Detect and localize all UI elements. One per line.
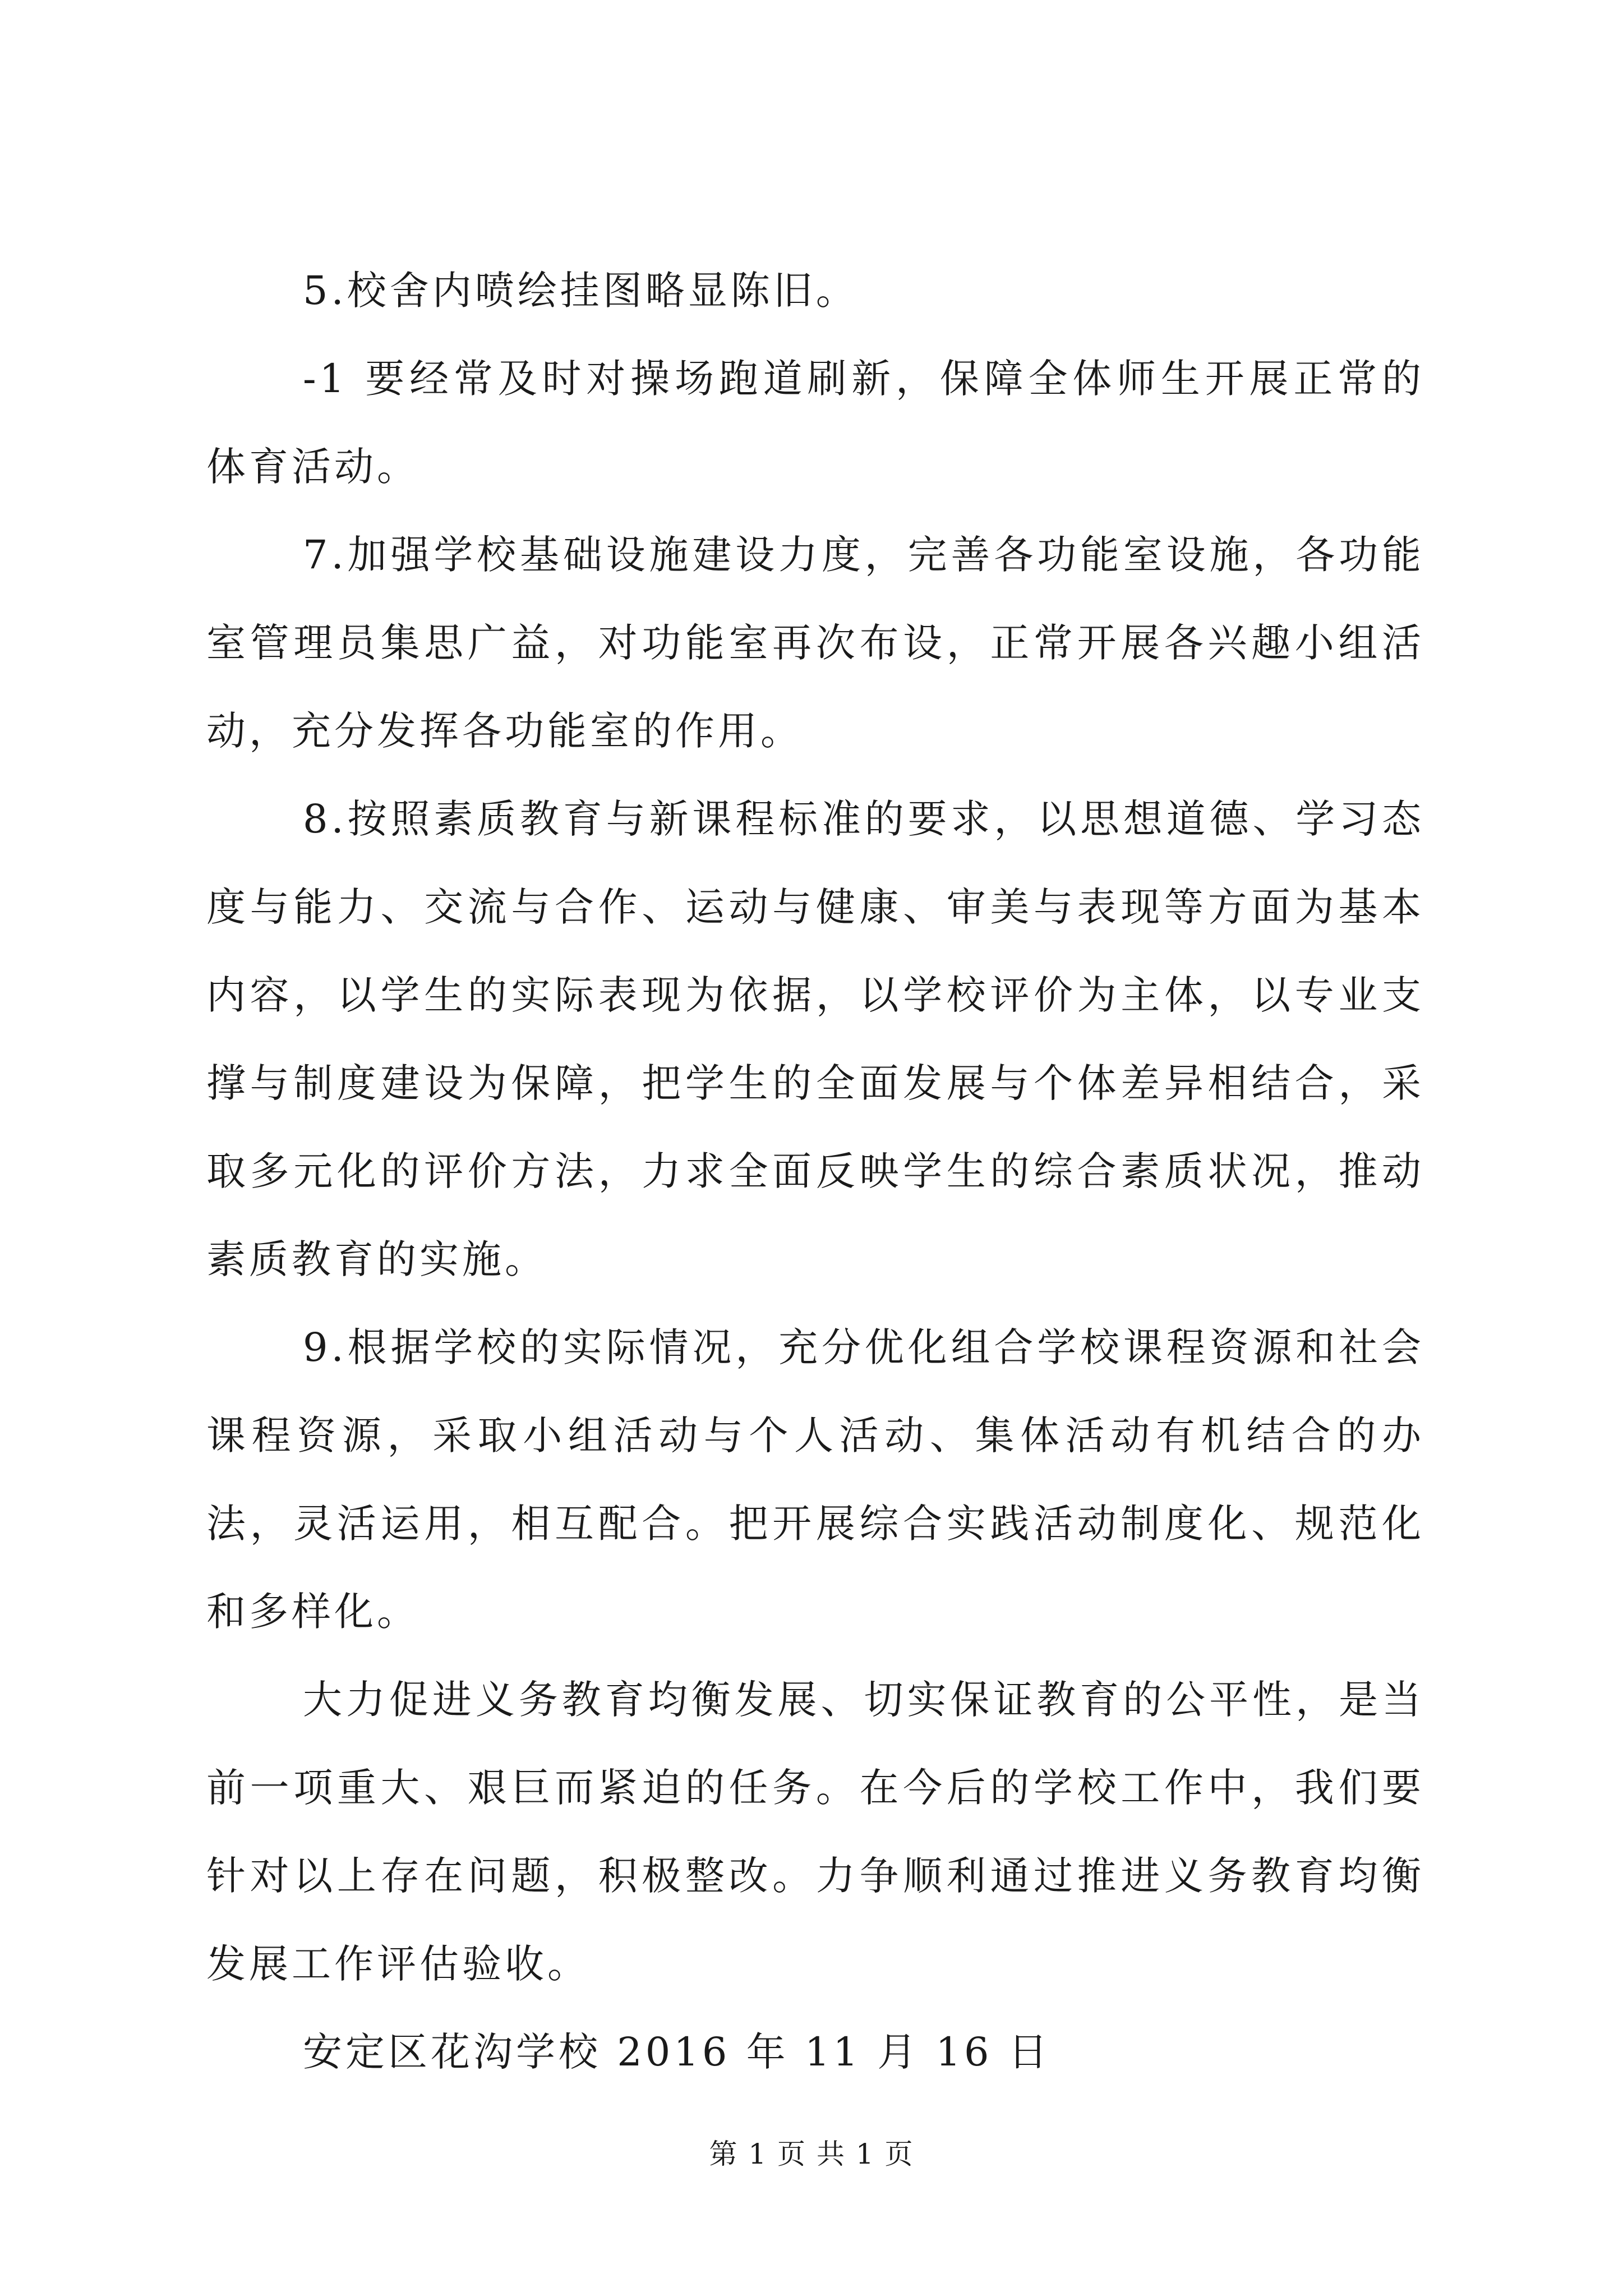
paragraph-item-7: 7.加强学校基础设施建设力度，完善各功能室设施，各功能室管理员集思广益，对功能室再次布设，正常开展各兴趣小组活动，充分发挥各功能室的作用。	[206, 532, 1424, 754]
signature-date-line: 安定区花沟学校 2016 年 11 月 16 日	[303, 2029, 1051, 2075]
page-footer: 第 1 页 共 1 页	[709, 2138, 914, 2170]
paragraph-item-6: -1 要经常及时对操场跑道刷新，保障全体师生开展正常的体育活动。	[206, 356, 1424, 490]
paragraph-item-8: 8.按照素质教育与新课程标准的要求，以思想道德、学习态度与能力、交流与合作、运动与健康、审美与表现等方面为基本内容，以学生的实际表现为依据，以学校评价为主体，以专业支撑与制度建设为保障，把学生的全面发展与个体差异相结合，采取多元化的评价方法，力求全面反映学生的综合素质状况，推动素质教育的实施。	[206, 796, 1424, 1282]
document-body	[206, 247, 1424, 2096]
paragraph-item-9: 9.根据学校的实际情况，充分优化组合学校课程资源和社会课程资源，采取小组活动与个人活动、集体活动有机结合的办法，灵活运用，相互配合。把开展综合实践活动制度化、规范化和多样化。	[206, 1324, 1424, 1635]
paragraph-item-5: 5.校舍内喷绘挂图略显陈旧。	[303, 268, 859, 314]
paragraph-conclusion: 大力促进义务教育均衡发展、切实保证教育的公平性，是当前一项重大、艰巨而紧迫的任务。在今后的学校工作中，我们要针对以上存在问题，积极整改。力争顺利通过推进义务教育均衡发展工作评估验收。	[206, 1677, 1424, 1987]
